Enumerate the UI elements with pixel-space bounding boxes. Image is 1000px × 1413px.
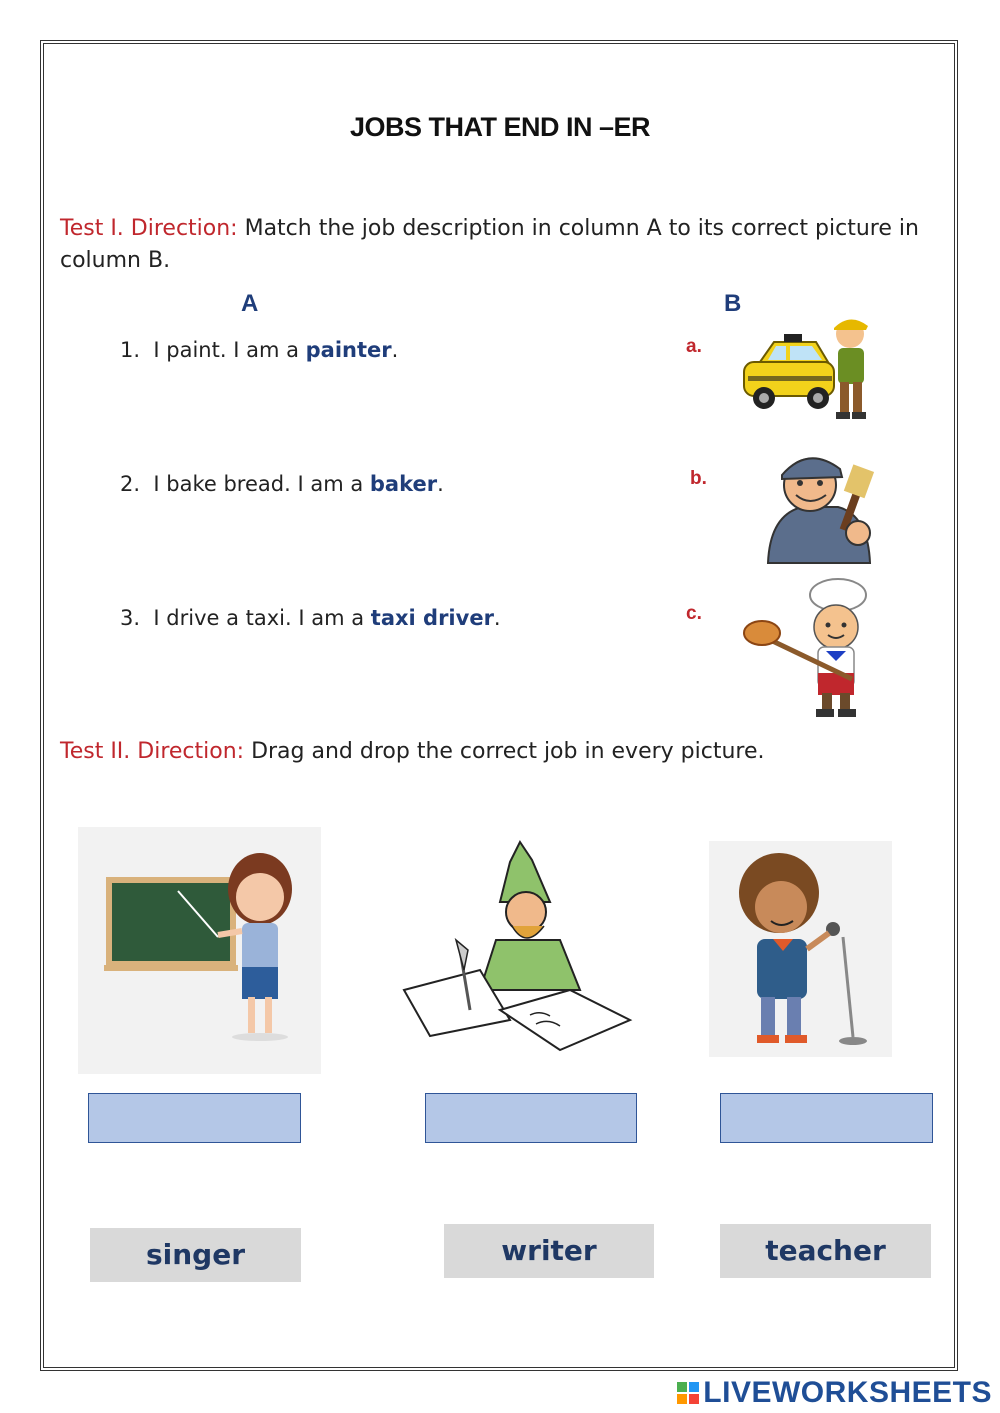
item-number: 1. [120, 338, 141, 362]
test2-label: Test II. Direction: [60, 739, 245, 764]
column-a-heading: A [241, 290, 259, 317]
column-b-heading: B [724, 290, 742, 317]
word-card-singer[interactable]: singer [90, 1228, 301, 1282]
letter-a: a. [686, 336, 702, 357]
test1-direction [60, 213, 930, 277]
letter-c: c. [686, 603, 702, 624]
item-text: I bake bread. I am a [153, 472, 370, 496]
logo-icon [677, 1382, 699, 1404]
item-text: I drive a taxi. I am a [153, 606, 371, 630]
word-card-teacher[interactable]: teacher [720, 1224, 931, 1278]
test1-label: Test I. Direction: [60, 216, 238, 241]
item-period: . [437, 472, 444, 496]
liveworksheets-logo [677, 1376, 992, 1410]
item-number: 3. [120, 606, 141, 630]
singer-image [709, 841, 892, 1057]
list-item [120, 606, 501, 630]
brand-text: LIVEWORKSHEETS [703, 1376, 992, 1409]
item-job: taxi driver [370, 606, 494, 630]
item-period: . [493, 606, 501, 630]
drop-zone-teacher[interactable] [88, 1093, 301, 1143]
letter-b: b. [690, 468, 707, 489]
test2-text: Drag and drop the correct job in every picture. [244, 739, 765, 764]
baker-image [740, 575, 875, 725]
list-item [120, 338, 398, 362]
teacher-image [78, 827, 321, 1074]
taxi-driver-image [738, 312, 888, 427]
list-item [120, 472, 444, 496]
painter-image [758, 445, 883, 565]
item-number: 2. [120, 472, 141, 496]
writer-image [400, 840, 635, 1060]
word-card-writer[interactable]: writer [444, 1224, 654, 1278]
item-job: painter [305, 338, 392, 362]
drop-zone-singer[interactable] [720, 1093, 933, 1143]
item-text: I paint. I am a [153, 338, 306, 362]
test2-direction [60, 736, 930, 768]
item-period: . [391, 338, 399, 362]
page-title: JOBS THAT END IN –ER [349, 112, 651, 142]
test1-text: Match the job description in column A to its correct picture in column B. [60, 216, 919, 273]
item-job: baker [369, 472, 438, 496]
drop-zone-writer[interactable] [425, 1093, 637, 1143]
